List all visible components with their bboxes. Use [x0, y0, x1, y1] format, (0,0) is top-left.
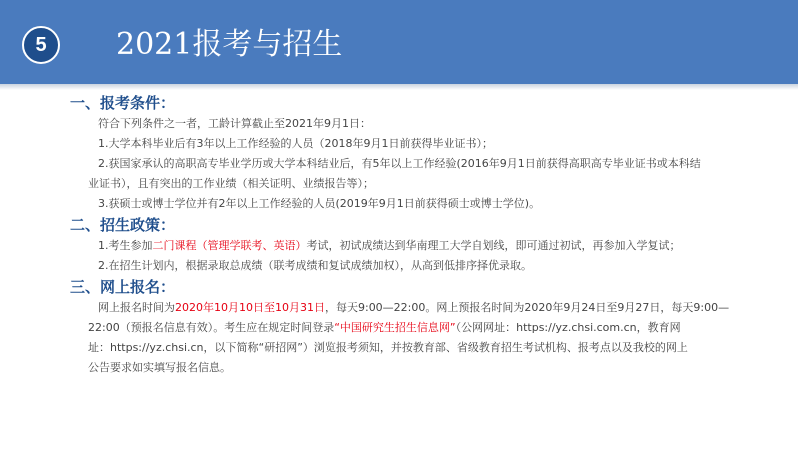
section-heading-policy: 二、招生政策： [70, 216, 176, 234]
registration-line-2 [66, 318, 766, 338]
registration-line-2-post: （公网网址：https://yz.chsi.com.cn，教育网 [455, 321, 681, 334]
policy-item-1 [66, 236, 766, 256]
registration-line-4: 公告要求如实填写报名信息。 [88, 361, 231, 374]
registration-line-1 [66, 298, 766, 318]
registration-site-name: “中国研究生招生信息网” [334, 321, 456, 334]
slide-content [66, 92, 766, 378]
condition-item-2-line1: 2.获国家承认的高职高专毕业学历或大学本科结业后，有5年以上工作经验(2016年9月1日前获得高职高专毕业证书或本科结 [98, 157, 701, 170]
section-heading-conditions: 一、报考条件： [70, 94, 176, 112]
condition-item-1: 1.大学本科毕业后有3年以上工作经验的人员（2018年9月1日前获得毕业证书）； [98, 137, 493, 150]
policy-item-2: 2.在招生计划内，根据录取总成绩（联考成绩和复试成绩加权），从高到低排序择优录取。 [98, 259, 532, 272]
section-heading-registration: 三、网上报名： [70, 278, 176, 296]
section-number-badge: 5 [22, 26, 60, 64]
policy-item-1-post: 考试，初试成绩达到华南理工大学自划线，即可通过初试，再参加入学复试； [306, 239, 681, 252]
conditions-intro: 符合下列条件之一者，工龄计算截止至2021年9月1日： [98, 117, 371, 130]
condition-item-2-cont: 业证书），且有突出的工作业绩（相关证明、业绩报告等）； [88, 177, 374, 190]
slide-title: 2021报考与招生 [116, 27, 343, 62]
condition-item-2 [66, 154, 766, 174]
condition-item-3: 3.获硕士或博士学位并有2年以上工作经验的人员(2019年9月1日前获得硕士或博士学位)。 [98, 197, 541, 210]
registration-line-1-post: ，每天9:00—22:00。网上预报名时间为2020年9月24日至9月27日，每天9:00— [324, 301, 730, 314]
registration-line-3: 址：https://yz.chsi.cn，以下简称“研招网”）浏览报考须知，并按教育部、省级教育招生考试机构、报考点以及我校的网上 [88, 341, 688, 354]
policy-item-1-pre: 1.考生参加 [98, 239, 153, 252]
header-bar [0, 0, 798, 84]
registration-line-2-pre: 22:00（预报名信息有效）。考生应在规定时间登录 [88, 321, 335, 334]
policy-item-1-highlight: 二门课程（管理学联考、英语） [152, 239, 307, 252]
registration-line-1-pre: 网上报名时间为 [98, 301, 175, 314]
header-shadow [0, 84, 798, 90]
registration-period: 2020年10月10日至10月31日 [175, 301, 325, 314]
